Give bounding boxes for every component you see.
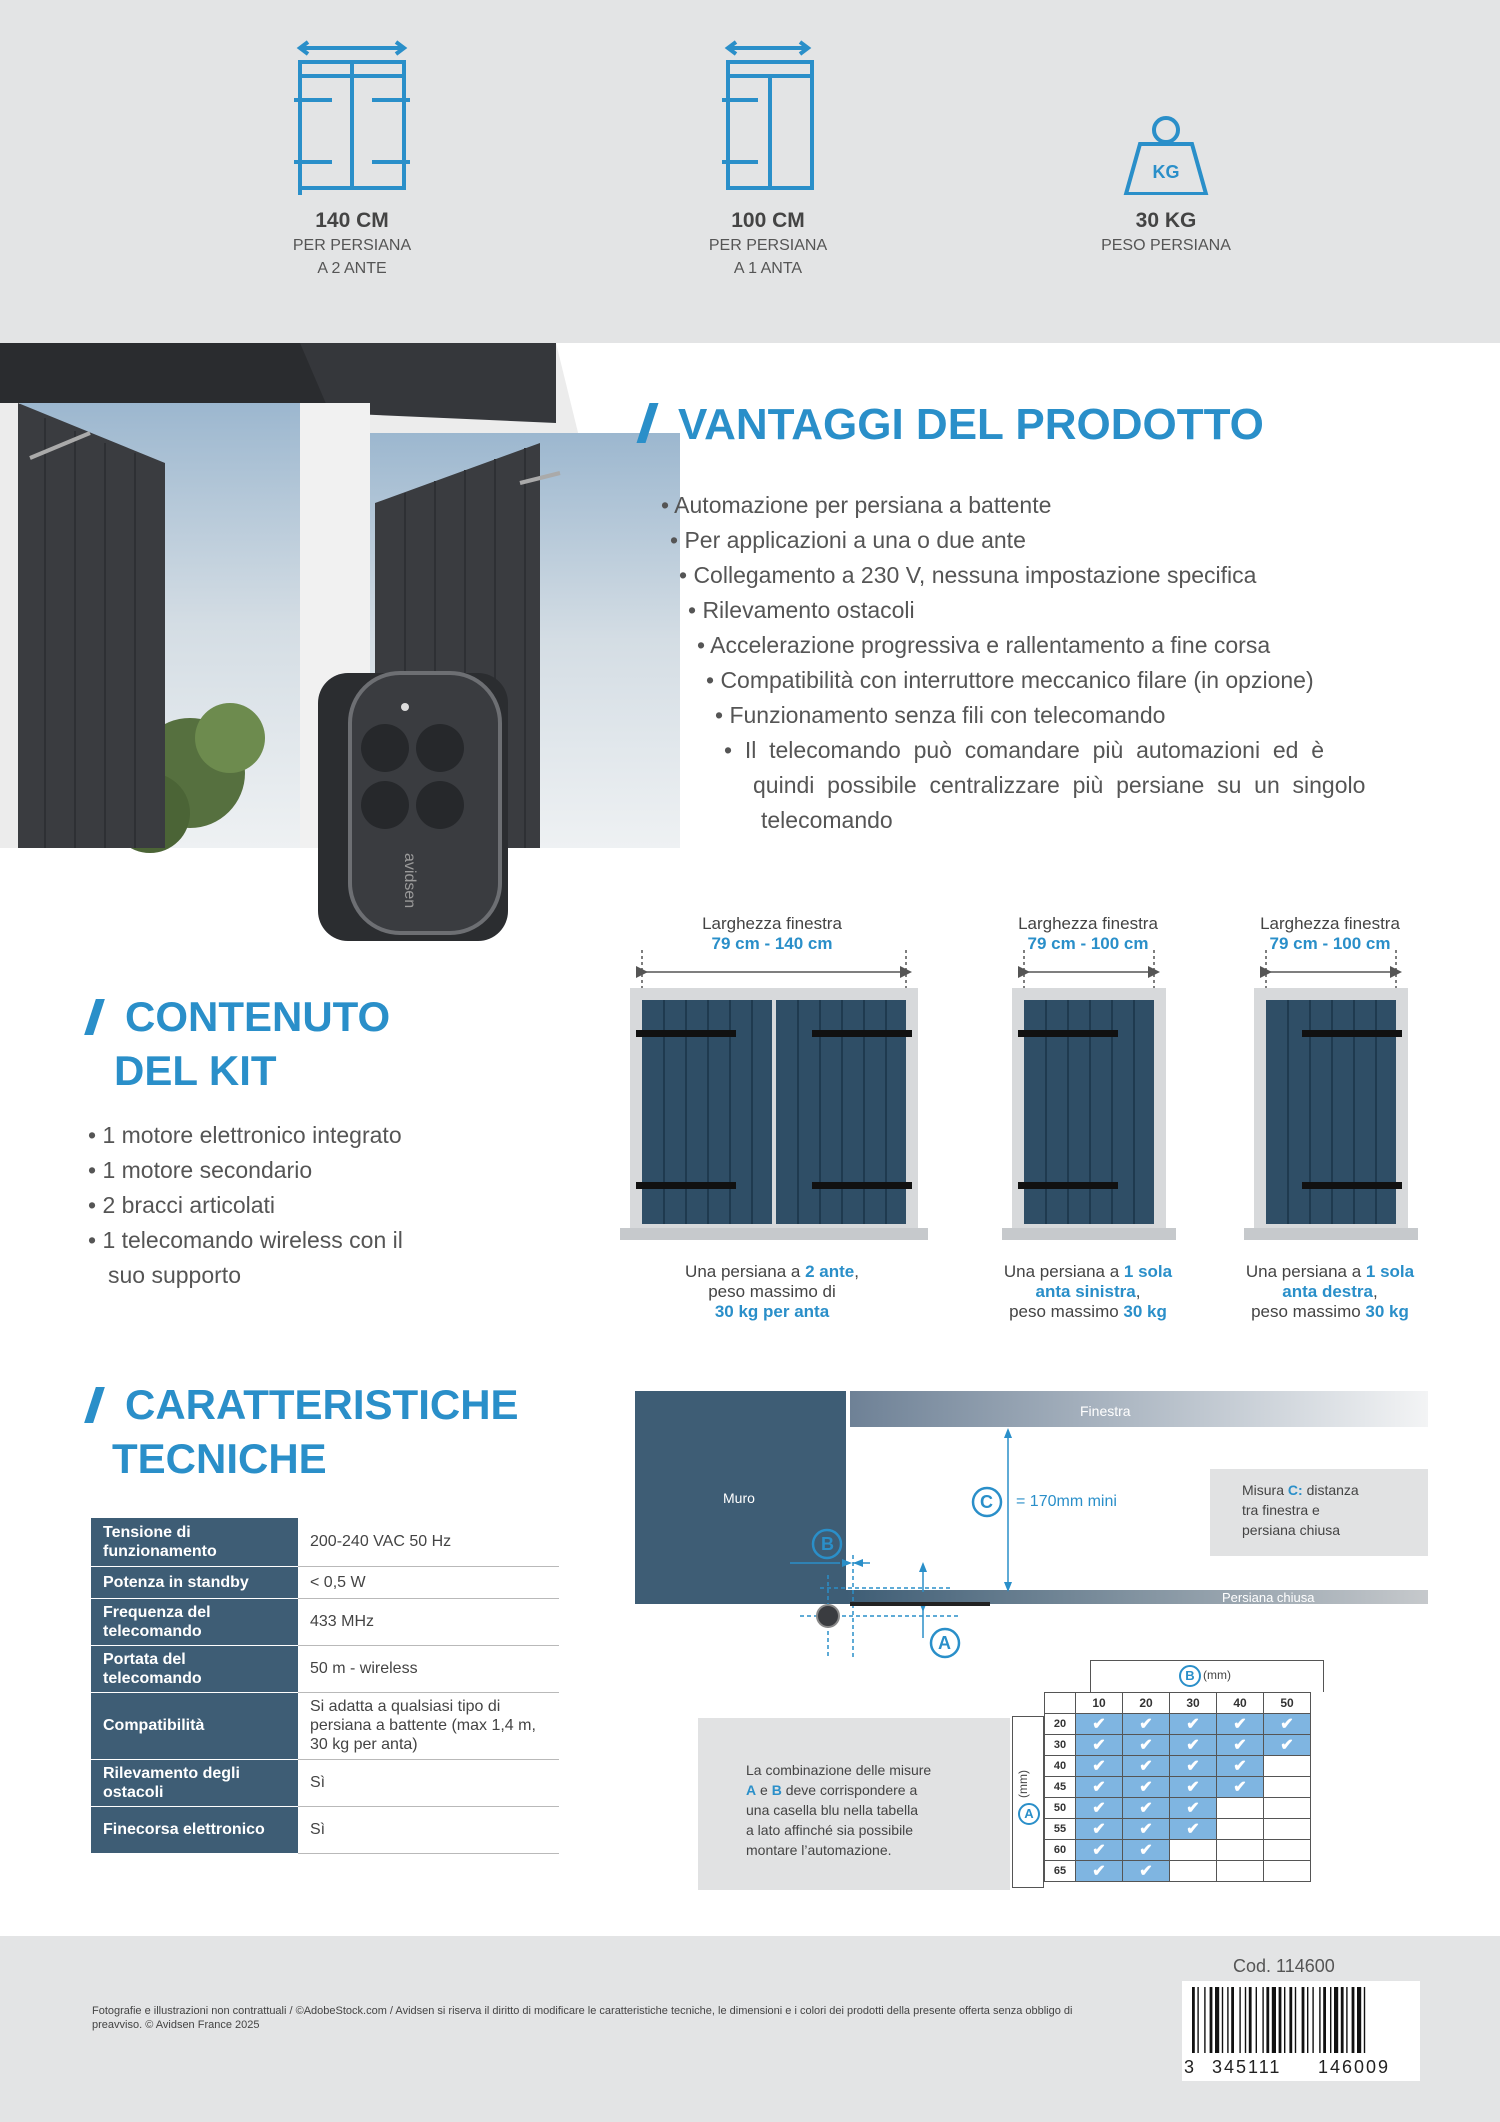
grid-col-header: 50 <box>1264 1693 1311 1714</box>
spec-weight <box>1026 40 1306 256</box>
grid-col-header: 20 <box>1123 1693 1170 1714</box>
grid-cell-empty <box>1170 1861 1217 1882</box>
grid-col-header: 10 <box>1076 1693 1123 1714</box>
remote-control <box>318 673 508 941</box>
check-icon: ✔ <box>1186 1800 1200 1817</box>
list-item: • 1 telecomando wireless con il <box>88 1227 403 1253</box>
list-item: • Funzionamento senza fili con telecomando <box>715 702 1166 728</box>
grid-row-header: 20 <box>1045 1714 1076 1735</box>
grid-cell-ok <box>1123 1735 1170 1756</box>
disclaimer: Fotografie e illustrazioni non contrattuali / ©AdobeStock.com / Avidsen si riserva il diritto di modificare le caratteristiche tecniche, le dimensioni e i colori dei prodotti della presente offerta senza obbligo di preavviso. © Avidsen France 2025 <box>92 2005 1073 2031</box>
benefits-title: VANTAGGI DEL PRODOTTO <box>643 400 1264 450</box>
kit-list <box>88 1118 403 1293</box>
grid-cell-ok <box>1170 1777 1217 1798</box>
grid-cell-ok <box>1076 1735 1123 1756</box>
grid-cell-ok <box>1217 1756 1264 1777</box>
tech-table <box>91 1518 559 1854</box>
table-row: Compatibilità Si adatta a qualsiasi tipo di persiana a battente (max 1,4 m, 30 kg per anta) <box>91 1692 559 1759</box>
grid-cell-ok <box>1264 1735 1311 1756</box>
svg-text:avidsen: avidsen <box>401 853 418 909</box>
list-item: telecomando <box>761 807 893 833</box>
table-row: Tensione di funzionamento 200-240 VAC 50 Hz <box>91 1518 559 1566</box>
grid-cell-empty <box>1217 1798 1264 1819</box>
grid-cell-empty <box>1264 1819 1311 1840</box>
check-icon: ✔ <box>1186 1779 1200 1796</box>
grid-cell-empty <box>1264 1777 1311 1798</box>
window-illustrations <box>600 900 1420 1260</box>
double-shutter-icon <box>292 40 412 195</box>
grid-row-header: 45 <box>1045 1777 1076 1798</box>
check-icon: ✔ <box>1092 1821 1106 1838</box>
grid-cell-ok <box>1170 1735 1217 1756</box>
check-icon: ✔ <box>1186 1716 1200 1733</box>
grid-cell-ok <box>1076 1756 1123 1777</box>
grid-row-header: 40 <box>1045 1756 1076 1777</box>
check-icon: ✔ <box>1092 1800 1106 1817</box>
table-row: Rilevamento degli ostacoli Sì <box>91 1759 559 1806</box>
grid-row-header: 60 <box>1045 1840 1076 1861</box>
specs-band <box>0 0 1500 343</box>
grid-cell-empty <box>1264 1861 1311 1882</box>
spec-value: 140 CM <box>315 209 389 232</box>
spec-label: PESO PERSIANA <box>1101 237 1231 254</box>
c-note: Misura C: distanza tra finestra e persiana chiusa <box>1242 1482 1359 1538</box>
grid-row-header: 50 <box>1045 1798 1076 1819</box>
benefits-list <box>661 488 1365 838</box>
grid-cell-ok <box>1076 1714 1123 1735</box>
list-item: • Collegamento a 230 V, nessuna impostazione specifica <box>679 562 1257 588</box>
check-icon: ✔ <box>1139 1821 1153 1838</box>
check-icon: ✔ <box>1233 1779 1247 1796</box>
check-icon: ✔ <box>1139 1800 1153 1817</box>
check-icon: ✔ <box>1092 1716 1106 1733</box>
grid-cell-empty <box>1264 1756 1311 1777</box>
grid-cell-empty <box>1264 1798 1311 1819</box>
a-circle: A <box>1018 1803 1040 1825</box>
grid-col-header: 30 <box>1170 1693 1217 1714</box>
grid-row-header: 55 <box>1045 1819 1076 1840</box>
grid-corner <box>1045 1693 1076 1714</box>
b-circle: B <box>1179 1665 1201 1687</box>
list-item: • Compatibilità con interruttore meccanico filare (in opzione) <box>706 667 1314 693</box>
check-icon: ✔ <box>1233 1716 1247 1733</box>
svg-text:KG: KG <box>1152 162 1180 182</box>
list-item: • Accelerazione progressiva e rallentamento a fine corsa <box>697 632 1271 658</box>
b-marker: B <box>821 1534 834 1554</box>
grid-cell-ok <box>1123 1840 1170 1861</box>
grid-cell-ok <box>1123 1714 1170 1735</box>
list-item: • Rilevamento ostacoli <box>688 597 915 623</box>
window-3-width: Larghezza finestra 79 cm - 100 cm <box>1260 914 1400 953</box>
check-icon: ✔ <box>1186 1737 1200 1754</box>
list-item: suo supporto <box>108 1262 241 1288</box>
wall-label: Muro <box>723 1490 755 1506</box>
list-item: • Il telecomando può comandare più automazioni ed è <box>724 737 1325 763</box>
list-item: • Per applicazioni a una o due ante <box>670 527 1026 553</box>
grid-cell-ok <box>1264 1714 1311 1735</box>
compat-grid <box>1044 1692 1311 1882</box>
check-icon: ✔ <box>1092 1737 1106 1754</box>
window-label: Finestra <box>1080 1403 1131 1419</box>
spec-label: PER PERSIANA <box>292 237 412 254</box>
grid-cell-ok <box>1170 1798 1217 1819</box>
kit-title: CONTENUTO DEL KIT <box>90 990 390 1098</box>
list-item: • 1 motore secondario <box>88 1157 313 1183</box>
window-3-caption: Una persiana a 1 sola anta destra, peso massimo 30 kg <box>1245 1262 1415 1321</box>
window-1-width: Larghezza finestra 79 cm - 140 cm <box>702 914 842 953</box>
c-value: = 170mm mini <box>1016 1493 1117 1510</box>
check-icon: ✔ <box>1233 1758 1247 1775</box>
check-icon: ✔ <box>1092 1779 1106 1796</box>
grid-cell-ok <box>1076 1777 1123 1798</box>
grid-cell-ok <box>1217 1777 1264 1798</box>
grid-cell-ok <box>1123 1861 1170 1882</box>
check-icon: ✔ <box>1139 1758 1153 1775</box>
table-row: Potenza in standby < 0,5 W <box>91 1566 559 1598</box>
grid-cell-ok <box>1123 1819 1170 1840</box>
tech-title: CARATTERISTICHE TECNICHE <box>90 1378 519 1486</box>
grid-row-header: 30 <box>1045 1735 1076 1756</box>
window-1-caption: Una persiana a 2 ante, peso massimo di 30 kg per anta <box>685 1262 859 1321</box>
grid-cell-empty <box>1217 1861 1264 1882</box>
table-row: Finecorsa elettronico Sì <box>91 1806 559 1853</box>
grid-cell-ok <box>1170 1756 1217 1777</box>
grid-row-header: 65 <box>1045 1861 1076 1882</box>
spec-one-leaf <box>628 40 908 279</box>
spec-value: 30 KG <box>1135 209 1197 232</box>
check-icon: ✔ <box>1280 1737 1294 1754</box>
grid-cell-empty <box>1217 1819 1264 1840</box>
check-icon: ✔ <box>1139 1716 1153 1733</box>
barcode-bars <box>1182 1981 1420 2059</box>
single-shutter-icon <box>708 40 828 195</box>
grid-cell-ok <box>1123 1756 1170 1777</box>
c-marker: C <box>980 1492 993 1512</box>
grid-cell-ok <box>1123 1798 1170 1819</box>
check-icon: ✔ <box>1139 1863 1153 1880</box>
list-item: • 2 bracci articolati <box>88 1192 276 1218</box>
list-item: • 1 motore elettronico integrato <box>88 1122 402 1148</box>
check-icon: ✔ <box>1092 1758 1106 1775</box>
a-marker: A <box>938 1633 951 1653</box>
grid-cell-empty <box>1217 1840 1264 1861</box>
list-item: quindi possibile centralizzare più persiane su un singolo <box>753 772 1366 798</box>
grid-cell-ok <box>1076 1819 1123 1840</box>
check-icon: ✔ <box>1139 1779 1153 1796</box>
window-2-caption: Una persiana a 1 sola anta sinistra, peso massimo 30 kg <box>1003 1262 1173 1321</box>
grid-cell-ok <box>1217 1714 1264 1735</box>
check-icon: ✔ <box>1092 1842 1106 1859</box>
spec-label: A 2 ANTE <box>317 260 387 277</box>
grid-cell-ok <box>1123 1777 1170 1798</box>
check-icon: ✔ <box>1186 1821 1200 1838</box>
check-icon: ✔ <box>1139 1842 1153 1859</box>
spec-label: A 1 ANTA <box>733 260 803 277</box>
product-code: Cod. 114600 <box>1233 1956 1335 1976</box>
grid-cell-empty <box>1170 1840 1217 1861</box>
list-item: • Automazione per persiana a battente <box>661 492 1052 518</box>
compat-info-text: La combinazione delle misure A e B deve corrispondere a una casella blu nella tabella a lato affinché sia possibile montare l’automazione. <box>746 1762 932 1858</box>
grid-cell-ok <box>1170 1714 1217 1735</box>
barcode: 3 345111 146009 <box>1182 1981 1420 2081</box>
spec-value: 100 CM <box>731 209 805 232</box>
grid-cell-ok <box>1076 1840 1123 1861</box>
footer <box>0 1936 1500 2122</box>
b-unit: (mm) <box>1203 1668 1231 1682</box>
table-row: Frequenza del telecomando 433 MHz <box>91 1598 559 1645</box>
check-icon: ✔ <box>1092 1863 1106 1880</box>
grid-cell-ok <box>1217 1735 1264 1756</box>
grid-col-header: 40 <box>1217 1693 1264 1714</box>
compat-info-box <box>698 1718 1010 1890</box>
grid-cell-ok <box>1076 1798 1123 1819</box>
window-2-width: Larghezza finestra 79 cm - 100 cm <box>1018 914 1158 953</box>
closed-shutter-label: Persiana chiusa <box>1222 1590 1315 1605</box>
a-header <box>1012 1716 1044 1888</box>
a-unit: (mm) <box>1015 1770 1030 1798</box>
grid-cell-ok <box>1076 1861 1123 1882</box>
spec-two-leaf <box>212 40 492 279</box>
check-icon: ✔ <box>1233 1737 1247 1754</box>
grid-cell-ok <box>1170 1819 1217 1840</box>
check-icon: ✔ <box>1139 1737 1153 1754</box>
weight-icon <box>1106 40 1226 195</box>
diagram-labels <box>630 1380 1430 1680</box>
b-header <box>1090 1660 1324 1692</box>
spec-label: PER PERSIANA <box>708 237 828 254</box>
grid-cell-empty <box>1264 1840 1311 1861</box>
check-icon: ✔ <box>1186 1758 1200 1775</box>
check-icon: ✔ <box>1280 1716 1294 1733</box>
table-row: Portata del telecomando 50 m - wireless <box>91 1645 559 1692</box>
